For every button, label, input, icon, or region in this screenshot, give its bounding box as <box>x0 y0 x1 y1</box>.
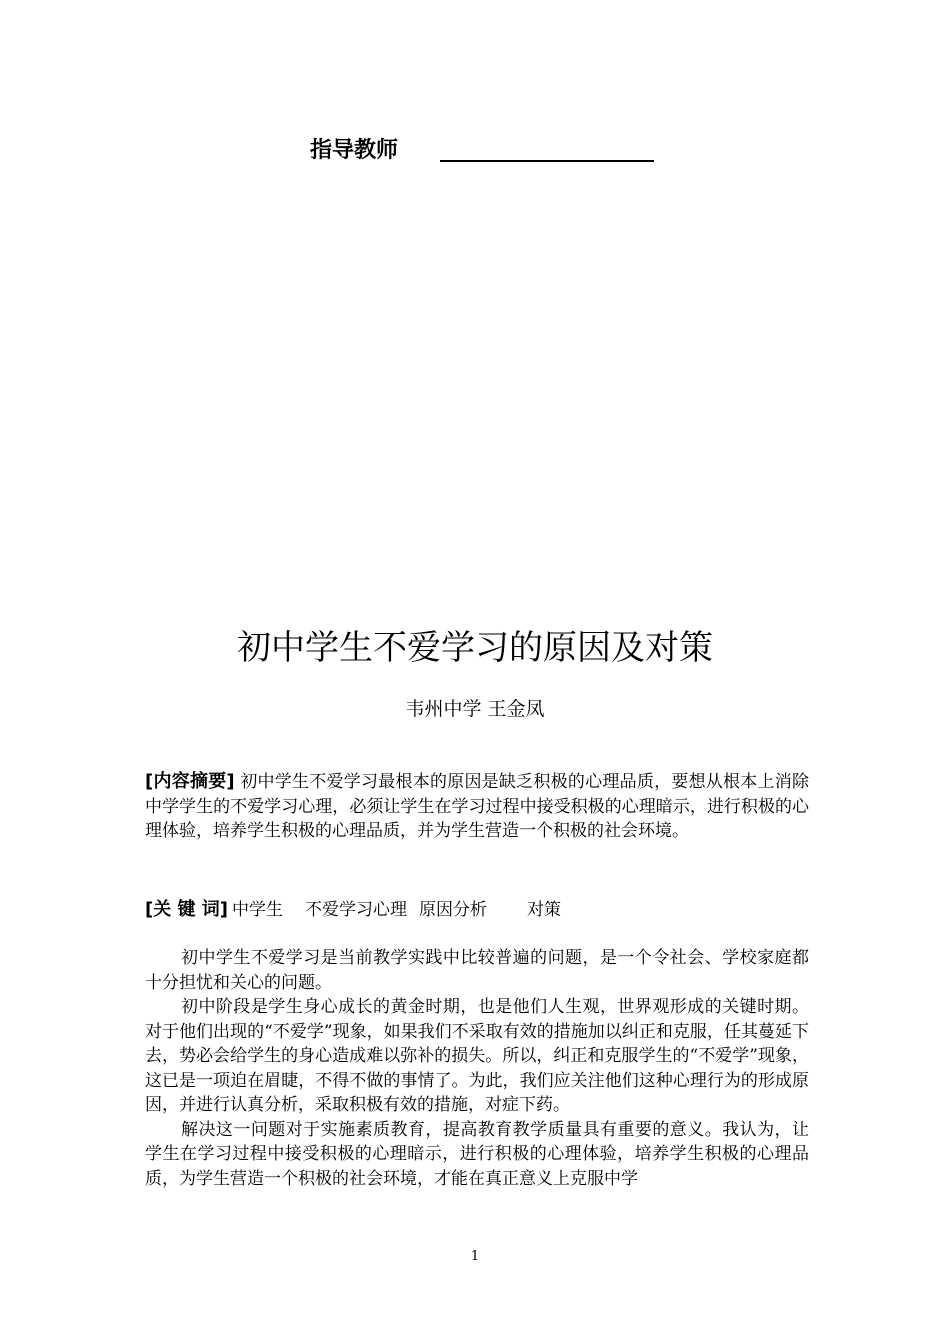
body-paragraph: 初中阶段是学生身心成长的黄金时期，也是他们人生观，世界观形成的关键时期。对于他们出现的“不爱学”现象，如果我们不采取有效的措施加以纠正和克服，任其蔓延下去，势必会给学生的身心造成难以弥补的损失。所以，纠正和克服学生的“不爱学”现象，这已是一项迫在眉睫，不得不做的事情了。为此，我们应关注他们这种心理行为的形成原因，并进行认真分析，采取积极有效的措施，对症下药。 <box>145 997 809 1115</box>
page-number: 1 <box>470 1249 480 1264</box>
supervisor-signature-line <box>440 160 654 162</box>
keyword-item: 对策 <box>527 900 561 920</box>
keywords-section <box>145 896 809 924</box>
keyword-item: 原因分析 <box>419 900 487 920</box>
document-title: 初中学生不爱学习的原因及对策 <box>237 628 713 668</box>
abstract-label: [内容摘要] <box>145 771 235 792</box>
supervisor-label: 指导教师 <box>310 138 399 163</box>
body-paragraph: 初中学生不爱学习是当前教学实践中比较普遍的问题，是一个令社会、学校家庭都十分担忧和关心的问题。 <box>145 948 809 993</box>
keyword-item: 中学生 <box>232 900 283 920</box>
keyword-item: 不爱学习心理 <box>305 900 407 920</box>
body-text <box>145 946 809 1191</box>
author-line: 韦州中学 王金凤 <box>405 698 545 720</box>
abstract-section <box>145 770 809 844</box>
keywords-label: [关 键 词] <box>145 899 228 920</box>
abstract-text: 初中学生不爱学习最根本的原因是缺乏积极的心理品质，要想从根本上消除中学学生的不爱学习心理，必须让学生在学习过程中接受积极的心理暗示，进行积极的心理体验，培养学生积极的心理品质，并为学生营造一个积极的社会环境。 <box>145 772 810 841</box>
body-paragraph: 解决这一问题对于实施素质教育，提高教育教学质量具有重要的意义。我认为，让学生在学习过程中接受积极的心理暗示，进行积极的心理体验，培养学生积极的心理品质，为学生营造一个积极的社会环境，才能在真正意义上克服中学 <box>145 1119 809 1189</box>
